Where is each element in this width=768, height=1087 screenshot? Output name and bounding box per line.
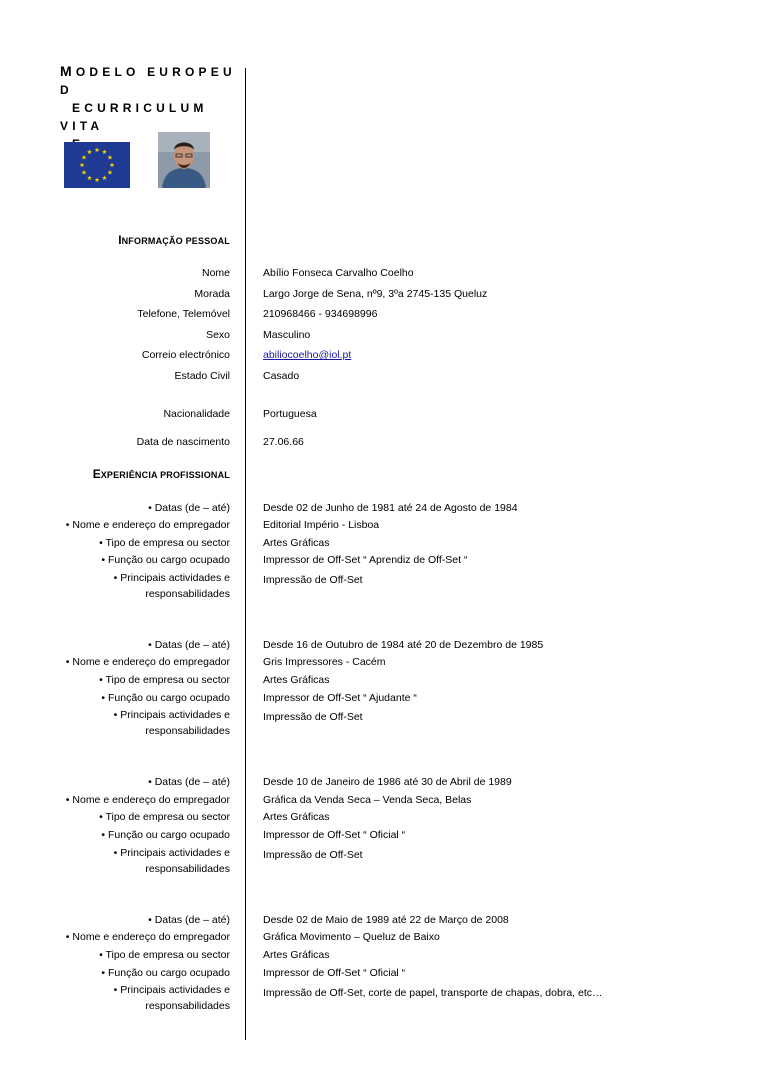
label-employer: • Nome e endereço do empregador [65, 931, 230, 943]
label-marital-status: Estado Civil [174, 370, 230, 382]
value-name: Abílio Fonseca Carvalho Coelho [263, 267, 414, 279]
value-employer: Gráfica Movimento – Queluz de Baixo [263, 931, 440, 943]
label-sector: • Tipo de empresa ou sector [99, 674, 230, 686]
label-role: • Função ou cargo ocupado [101, 967, 230, 979]
label-sector: • Tipo de empresa ou sector [99, 537, 230, 549]
label-email: Correio electrónico [141, 349, 230, 361]
email-link[interactable]: abiliocoelho@iol.pt [263, 349, 352, 361]
label-phone: Telefone, Telemóvel [137, 308, 230, 320]
label-dates: • Datas (de – até) [148, 776, 230, 788]
personal-info-heading: INFORMAÇÃO PESSOAL [118, 233, 230, 247]
eu-star [110, 162, 115, 167]
label-activities: • Principais actividades e responsabilidades [113, 847, 230, 875]
label-sex: Sexo [206, 329, 230, 341]
label-activities: • Principais actividades e responsabilidades [113, 984, 230, 1012]
experience-heading: EXPERIÊNCIA PROFISSIONAL [92, 467, 230, 481]
value-activities: Impressão de Off-Set [263, 574, 363, 586]
label-name: Nome [201, 267, 230, 279]
value-role: Impressor de Off-Set “ Oficial “ [263, 829, 406, 841]
value-marital-status: Casado [263, 370, 300, 382]
value-role: Impressor de Off-Set “ Ajudante “ [263, 692, 417, 704]
value-sector: Artes Gráficas [263, 674, 330, 686]
label-dates: • Datas (de – até) [148, 914, 230, 926]
value-sector: Artes Gráficas [263, 537, 330, 549]
eu-star [108, 155, 113, 160]
eu-star [95, 147, 100, 152]
eu-star [87, 175, 92, 180]
eu-star [82, 170, 87, 175]
eu-star [80, 162, 85, 167]
value-dates: Desde 02 de Junho de 1981 até 24 de Agosto de 1984 [263, 502, 518, 514]
value-dates: Desde 02 de Maio de 1989 até 22 de Março de 2008 [263, 914, 509, 926]
eu-star [87, 149, 92, 154]
value-activities: Impressão de Off-Set [263, 849, 363, 861]
label-sector: • Tipo de empresa ou sector [99, 811, 230, 823]
cv-title [60, 62, 240, 153]
label-dates: • Datas (de – até) [148, 502, 230, 514]
value-dates: Desde 10 de Janeiro de 1986 até 30 de Abril de 1989 [263, 776, 512, 788]
label-nationality: Nacionalidade [163, 408, 230, 420]
value-role: Impressor de Off-Set “ Oficial “ [263, 967, 406, 979]
label-employer: • Nome e endereço do empregador [65, 656, 230, 668]
label-role: • Função ou cargo ocupado [101, 554, 230, 566]
eu-star [95, 177, 100, 182]
value-birthdate: 27.06.66 [263, 436, 304, 448]
eu-flag-icon [64, 142, 130, 188]
label-sector: • Tipo de empresa ou sector [99, 949, 230, 961]
value-role: Impressor de Off-Set “ Aprendiz de Off-Set “ [263, 554, 468, 566]
label-role: • Função ou cargo ocupado [101, 692, 230, 704]
value-employer: Gris Impressores - Cacém [263, 656, 386, 668]
value-activities: Impressão de Off-Set [263, 711, 363, 723]
eu-star [82, 155, 87, 160]
value-phone: 210968466 - 934698996 [263, 308, 378, 320]
label-employer: • Nome e endereço do empregador [65, 794, 230, 806]
label-activities: • Principais actividades e responsabilidades [113, 709, 230, 737]
value-employer: Editorial Império - Lisboa [263, 519, 380, 531]
label-address: Morada [194, 288, 230, 300]
value-sector: Artes Gráficas [263, 811, 330, 823]
eu-star [108, 170, 113, 175]
value-dates: Desde 16 de Outubro de 1984 até 20 de Dezembro de 1985 [263, 639, 544, 651]
profile-photo [158, 132, 210, 188]
title-initial: M [60, 63, 76, 79]
label-role: • Função ou cargo ocupado [101, 829, 230, 841]
value-address: Largo Jorge de Sena, nº9, 3ºa 2745-135 Queluz [263, 288, 488, 300]
title-rest: ODELO EUROPEU D [60, 65, 236, 97]
eu-star [102, 149, 107, 154]
label-activities: • Principais actividades e responsabilidades [113, 572, 230, 600]
value-nationality: Portuguesa [263, 408, 317, 420]
value-sex: Masculino [263, 329, 311, 341]
eu-star [102, 175, 107, 180]
value-activities: Impressão de Off-Set, corte de papel, transporte de chapas, dobra, etc… [263, 987, 603, 999]
label-birthdate: Data de nascimento [136, 436, 230, 448]
column-divider [245, 68, 246, 1040]
label-dates: • Datas (de – até) [148, 639, 230, 651]
value-sector: Artes Gráficas [263, 949, 330, 961]
title-line2: ECURRICULUM VITA [60, 101, 208, 133]
label-employer: • Nome e endereço do empregador [65, 519, 230, 531]
value-employer: Gráfica da Venda Seca – Venda Seca, Belas [263, 794, 472, 806]
